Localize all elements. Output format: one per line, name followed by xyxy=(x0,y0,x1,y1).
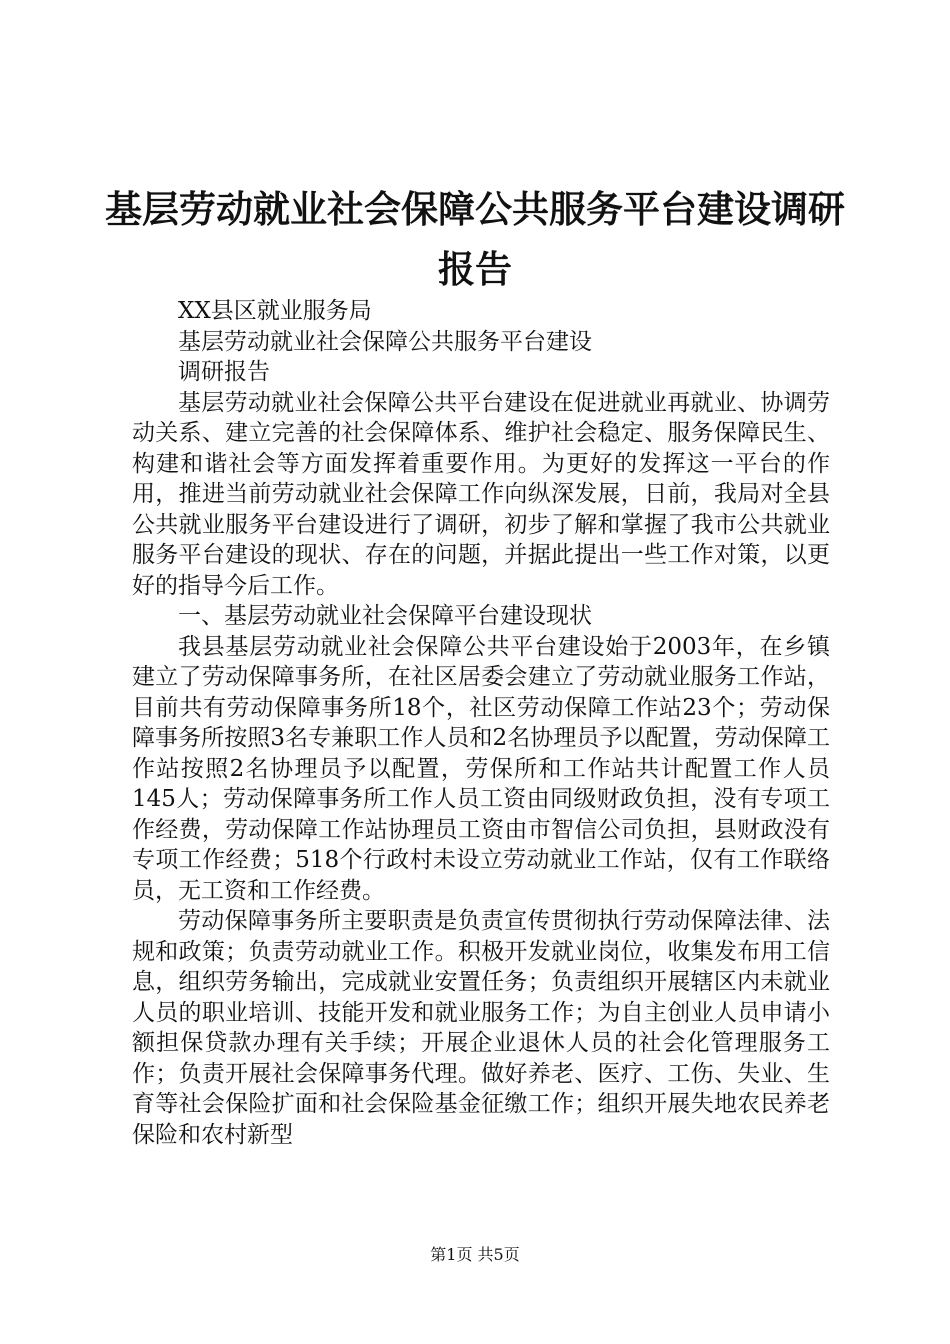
report-label-line: 调研报告 xyxy=(178,359,270,385)
document-body xyxy=(132,296,830,1150)
author-line: XX县区就业服务局 xyxy=(178,298,372,324)
document-title: 基层劳动就业社会保障公共服务平台建设调研报告 xyxy=(105,188,845,291)
section-heading: 一、基层劳动就业社会保障平台建设现状 xyxy=(178,603,592,629)
paragraph-duties: 劳动保障事务所主要职责是负责宣传贯彻执行劳动保障法律、法规和政策；负责劳动就业工作。积极开发就业岗位，收集发布用工信息，组织劳务输出，完成就业安置任务；负责组织开展辖区内未就业人员的职业培训、技能开发和就业服务工作；为自主创业人员申请小额担保贷款办理有关手续；开展企业退休人员的社会化管理服务工作；负责开展社会保障事务代理。做好养老、医疗、工伤、失业、生育等社会保险扩面和社会保险基金征缴工作；组织开展失地农民养老保险和农村新型 xyxy=(132,908,830,1148)
subtitle-line: 基层劳动就业社会保障公共服务平台建设 xyxy=(178,328,592,355)
paragraph-status: 我县基层劳动就业社会保障公共平台建设始于2003年，在乡镇建立了劳动保障事务所，在社区居委会建立了劳动就业服务工作站，目前共有劳动保障事务所18个，社区劳动保障工作站23个；劳动保障事务所按照3名专兼职工作人员和2名协理员予以配置，劳动保障工作站按照2名协理员予以配置，劳保所和工作站共计配置工作人员145人；劳动保障事务所工作人员工资由同级财政负担，没有专项工作经费，劳动保障工作站协理员工资由市智信公司负担，县财政没有专项工作经费；518个行政村未设立劳动就业工作站，仅有工作联络员，无工资和工作经费。 xyxy=(132,633,830,904)
paragraph-intro: 基层劳动就业社会保障公共平台建设在促进就业再就业、协调劳动关系、建立完善的社会保障体系、维护社会稳定、服务保障民生、构建和谐社会等方面发挥着重要作用。为更好的发挥这一平台的作用，推进当前劳动就业社会保障工作向纵深发展，日前，我局对全县公共就业服务平台建设进行了调研，初步了解和掌握了我市公共就业服务平台建设的现状、存在的问题，并据此提出一些工作对策，以更好的指导今后工作。 xyxy=(132,389,830,599)
page-number: 第1页 共5页 xyxy=(430,1245,520,1264)
